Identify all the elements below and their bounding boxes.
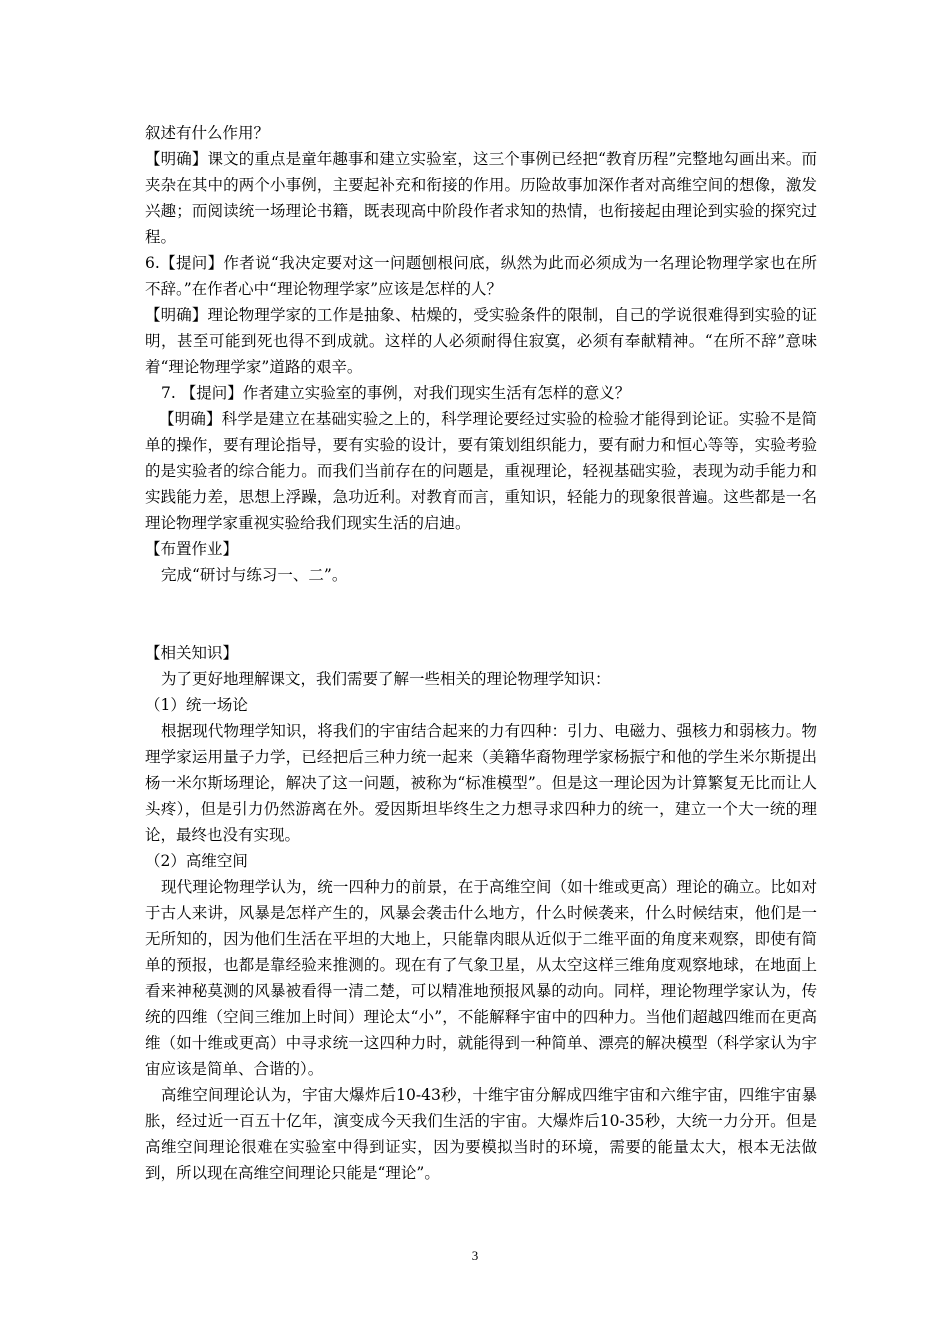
paragraph-higher-dimensions: 现代理论物理学认为，统一四种力的前景，在于高维空间（如十维或更高）理论的确立。比如对于古人来讲，风暴是怎样产生的，风暴会袭击什么地方，什么时候袭来，什么时候结束，他们是一无所知的，因为他们生活在平坦的大地上，只能靠肉眼从近似于二维平面的角度来观察，即使有简单的预报，也都是靠经验来推测的。现在有了气象卫星，从太空这样三维角度观察地球，在地面上看来神秘莫测的风暴被看得一清二楚，可以精准地预报风暴的动向。同样，理论物理学家认为，传统的四维（空间三维加上时间）理论太“小”，不能解释宇宙中的四种力。当他们超越四维而在更高维（如十维或更高）中寻求统一这四种力时，就能得到一种简单、漂亮的解决模型（科学家认为宇宙应该是简单、合谐的）。 [145,878,817,1078]
paragraph-higher-dimensions-theory: 高维空间理论认为，宇宙大爆炸后10-43秒，十维宇宙分解成四维宇宙和六维宇宙，四维宇宙暴胀，经过近一百五十亿年，演变成今天我们生活的宇宙。大爆炸后10-35秒，大统一力分开。但是高维空间理论很难在实验室中得到证实，因为要模拟当时的环境，需要的能量太大，根本无法做到，所以现在高维空间理论只能是“理论”。 [145,1086,817,1182]
document-body [145,120,817,1186]
paragraph-answer-7: 【明确】科学是建立在基础实验之上的，科学理论要经过实验的检验才能得到论证。实验不是简单的操作，要有理论指导，要有实验的设计，要有策划组织能力，要有耐力和恒心等等，实验考验的是实验者的综合能力。而我们当前存在的问题是，重视理论，轻视基础实验，表现为动手能力和实践能力差，思想上浮躁，急功近利。对教育而言，重知识，轻能力的现象很普遍。这些都是一名理论物理学家重视实验给我们现实生活的启迪。 [145,410,817,532]
paragraph-question-continuation: 叙述有什么作用？ [145,124,270,142]
subheading-higher-dimensions: （2）高维空间 [145,852,248,870]
heading-related-knowledge: 【相关知识】 [145,644,239,662]
paragraph-question-6: 6.【提问】作者说“我决定要对这一问题刨根问底，纵然为此而必须成为一名理论物理学家也在所不辞。”在作者心中“理论物理学家”应该是怎样的人？ [145,254,817,298]
paragraph-homework: 完成“研讨与练习一、二”。 [161,566,348,584]
page-number: 3 [471,1248,479,1263]
subheading-unified-field: （1）统一场论 [145,696,248,714]
paragraph-answer-6: 【明确】理论物理学家的工作是抽象、枯燥的，受实验条件的限制，自己的学说很难得到实验的证明，甚至可能到死也得不到成就。这样的人必须耐得住寂寞，必须有奉献精神。“在所不辞”意味着“理论物理学家”道路的艰辛。 [145,306,817,376]
paragraph-answer-5: 【明确】课文的重点是童年趣事和建立实验室，这三个事例已经把“教育历程”完整地勾画出来。而夹杂在其中的两个小事例，主要起补充和衔接的作用。历险故事加深作者对高维空间的想像，激发兴趣；而阅读统一场理论书籍，既表现高中阶段作者求知的热情，也衔接起由理论到实验的探究过程。 [145,150,817,246]
paragraph-intro: 为了更好地理解课文，我们需要了解一些相关的理论物理学知识： [161,670,611,688]
paragraph-question-7: 7. 【提问】作者建立实验室的事例，对我们现实生活有怎样的意义？ [161,384,631,402]
paragraph-unified-field: 根据现代物理学知识，将我们的宇宙结合起来的力有四种：引力、电磁力、强核力和弱核力。物理学家运用量子力学，已经把后三种力统一起来（美籍华裔物理学家杨振宁和他的学生米尔斯提出杨一米尔斯场理论，解决了这一问题，被称为“标准模型”。但是这一理论因为计算繁复无比而让人头疼），但是引力仍然游离在外。爱因斯坦毕终生之力想寻求四种力的统一，建立一个大一统的理论，最终也没有实现。 [145,722,817,844]
heading-homework: 【布置作业】 [145,540,239,558]
section-gap [145,588,817,640]
